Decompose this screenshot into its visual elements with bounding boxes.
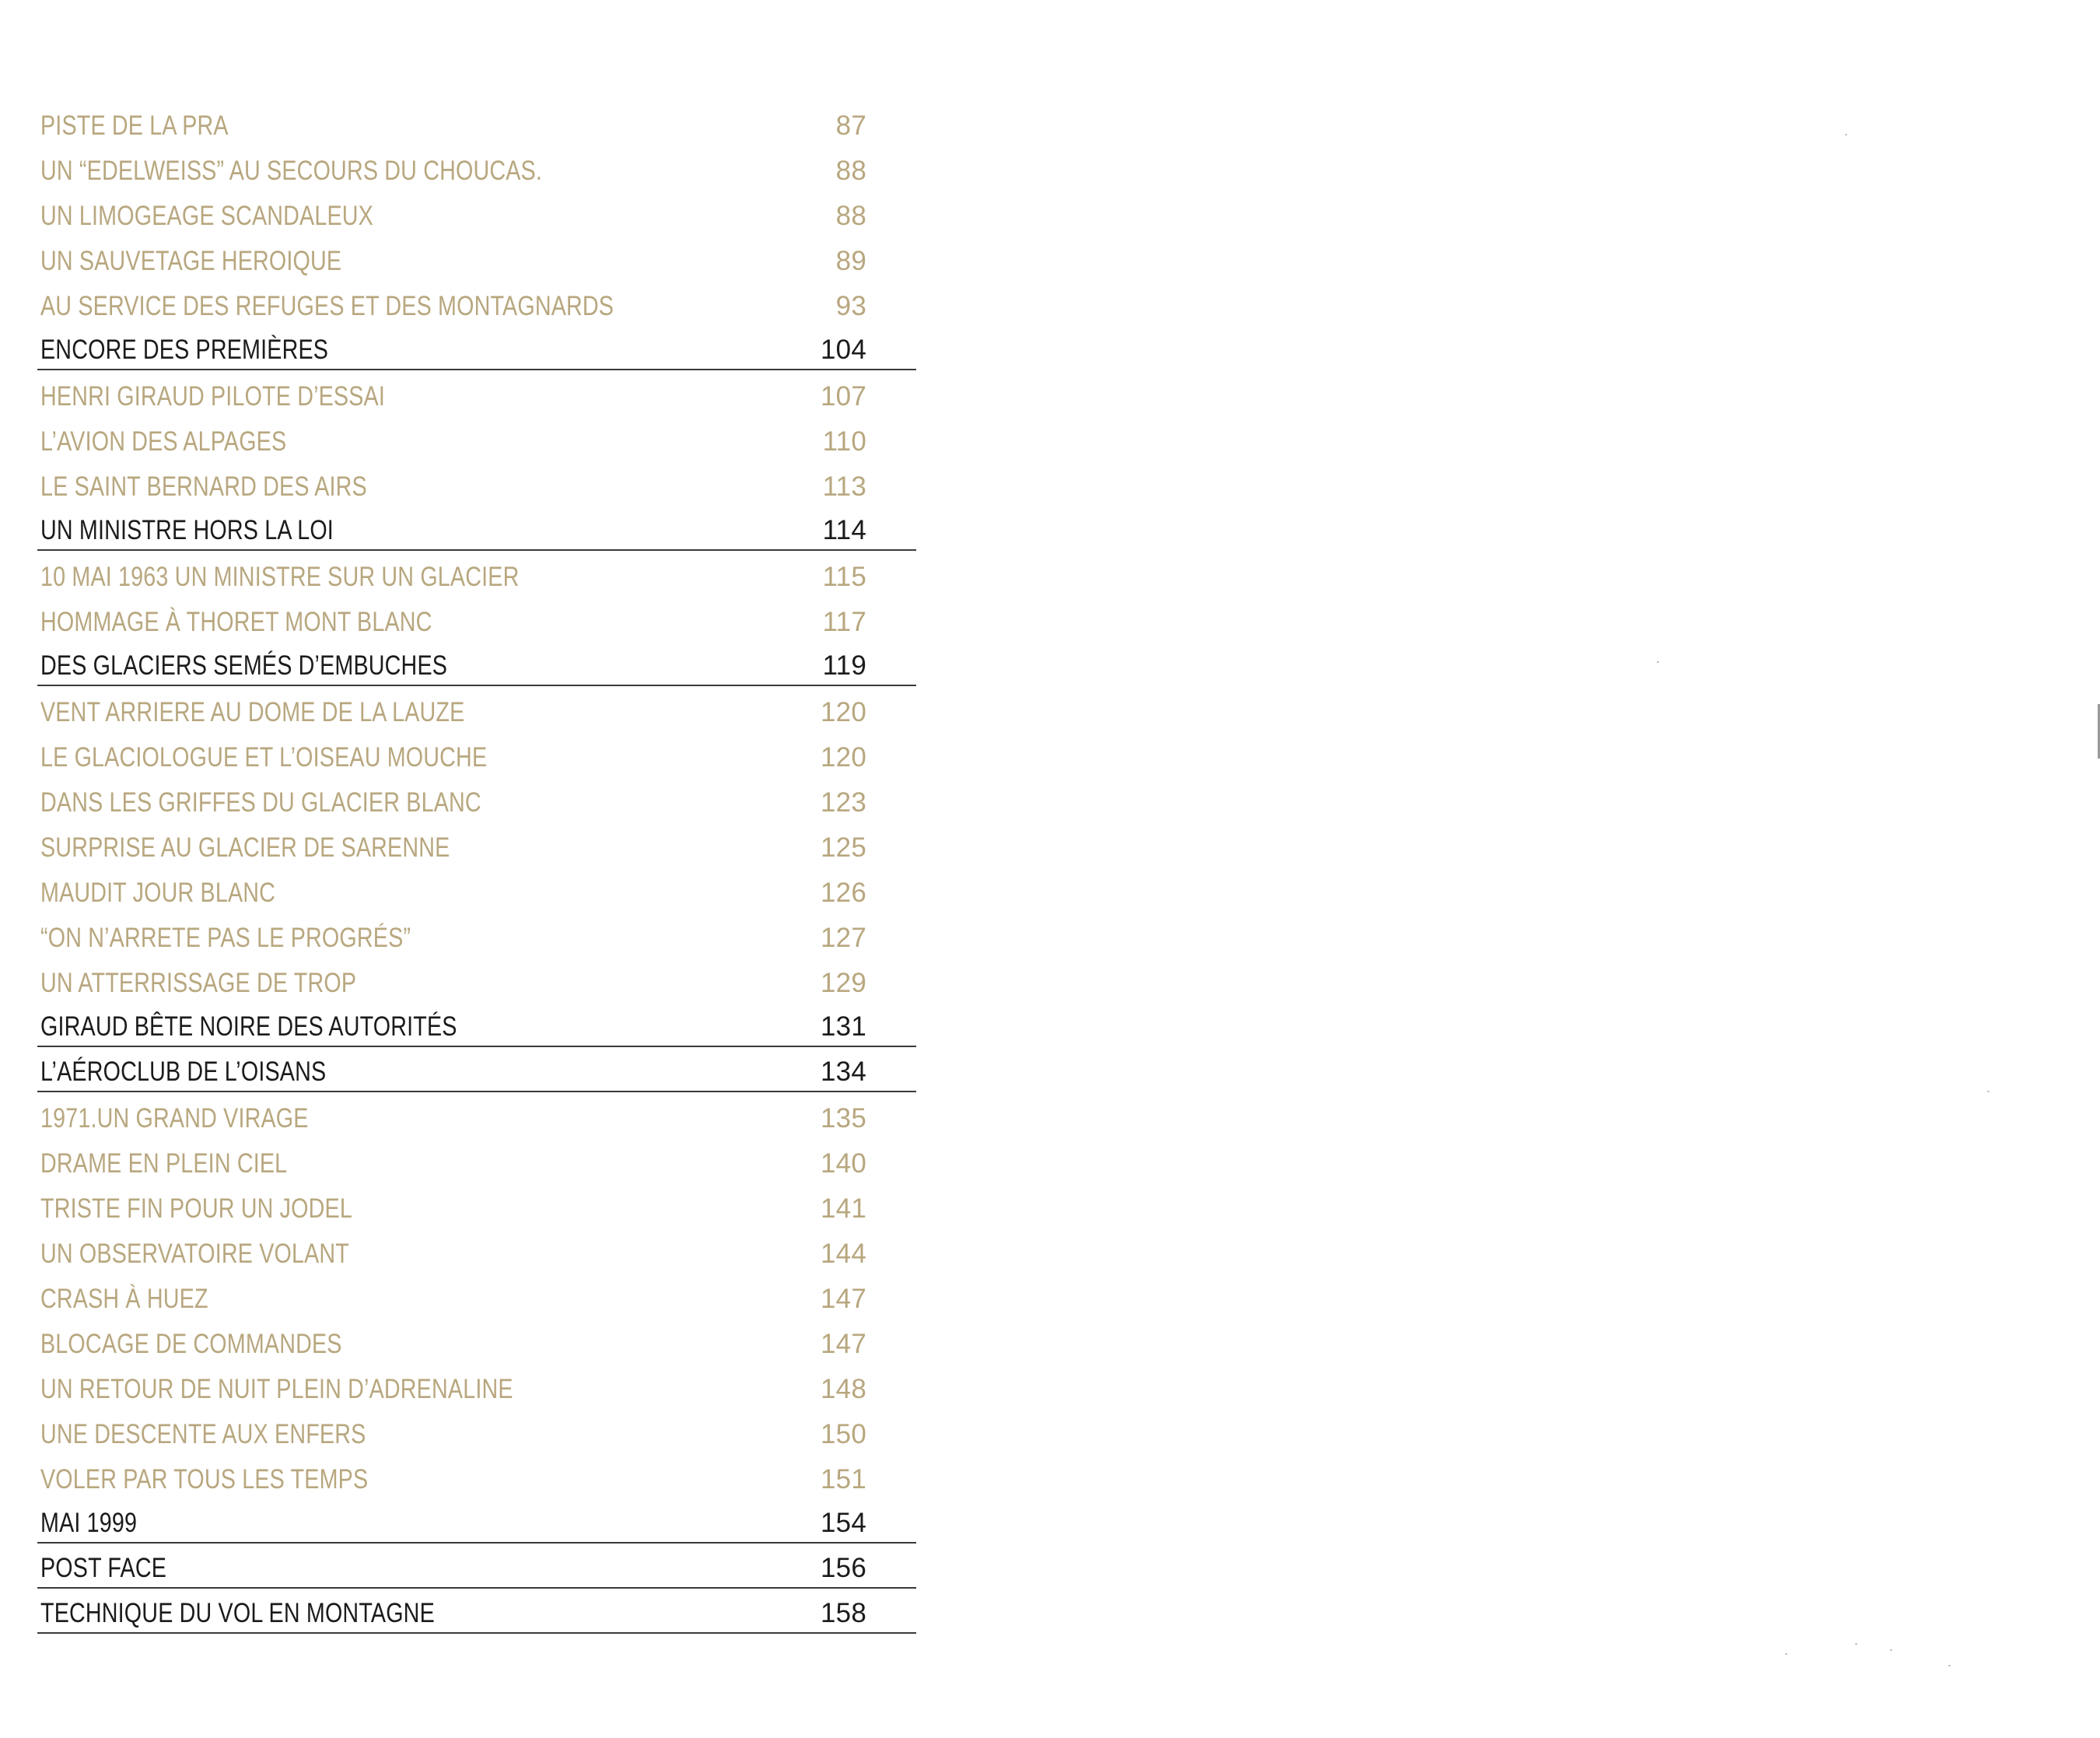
- toc-subsection-row: [37, 100, 916, 145]
- toc-page-number: 110: [822, 426, 866, 457]
- toc-entry-title: AU SERVICE DES REFUGES ET DES MONTAGNARDS: [40, 291, 614, 321]
- toc-page-number: 135: [821, 1103, 866, 1134]
- toc-entry-title: HOMMAGE À THORET MONT BLANC: [40, 607, 432, 637]
- toc-subsection-row: [37, 1092, 916, 1137]
- toc-page-number: 107: [821, 381, 866, 412]
- table-of-contents: [37, 100, 916, 1634]
- toc-entry-title: PISTE DE LA PRA: [40, 110, 229, 141]
- toc-page-number: 119: [822, 650, 866, 681]
- toc-section-row: [37, 325, 916, 370]
- toc-page-number: 89: [835, 246, 866, 276]
- toc-entry-title: ENCORE DES PREMIÈRES: [40, 335, 329, 365]
- toc-entry-title: 1971.UN GRAND VIRAGE: [40, 1103, 309, 1134]
- toc-subsection-row: [37, 461, 916, 506]
- toc-entry-title: VENT ARRIERE AU DOME DE LA LAUZE: [40, 697, 465, 727]
- toc-entry-title: GIRAUD BÊTE NOIRE DES AUTORITÉS: [40, 1011, 457, 1042]
- toc-subsection-row: [37, 1228, 916, 1273]
- toc-page-number: 87: [835, 110, 866, 141]
- toc-page-number: 120: [821, 697, 866, 727]
- toc-entry-title: TRISTE FIN POUR UN JODEL: [40, 1193, 352, 1224]
- toc-page-number: 120: [821, 742, 866, 773]
- toc-page-number: 123: [821, 787, 866, 818]
- toc-page-number: 150: [821, 1419, 866, 1449]
- toc-page-number: 156: [821, 1553, 866, 1583]
- toc-subsection-row: [37, 776, 916, 822]
- toc-entry-title: HENRI GIRAUD PILOTE D’ESSAI: [40, 381, 385, 412]
- toc-subsection-row: [37, 1137, 916, 1183]
- toc-subsection-row: [37, 235, 916, 280]
- toc-entry-title: TECHNIQUE DU VOL EN MONTAGNE: [40, 1598, 435, 1628]
- toc-subsection-row: [37, 1183, 916, 1228]
- toc-subsection-row: [37, 912, 916, 957]
- toc-entry-title: DES GLACIERS SEMÉS D’EMBUCHES: [40, 650, 448, 681]
- toc-section-row: [37, 506, 916, 551]
- scan-speck: [1657, 661, 1659, 663]
- scan-speck: [1987, 1091, 1990, 1092]
- toc-page-number: 117: [822, 607, 866, 637]
- toc-section-row: [37, 1047, 916, 1092]
- toc-subsection-row: [37, 731, 916, 776]
- toc-entry-title: L’AÉROCLUB DE L’OISANS: [40, 1056, 327, 1087]
- toc-section-row: [37, 641, 916, 686]
- toc-page-number: 104: [821, 335, 866, 365]
- toc-page-number: 88: [835, 156, 866, 186]
- toc-entry-title: UN “EDELWEISS” AU SECOURS DU CHOUCAS.: [40, 156, 542, 186]
- toc-page-number: 113: [822, 471, 866, 502]
- toc-subsection-row: [37, 1453, 916, 1498]
- toc-section-row: [37, 1544, 916, 1589]
- toc-page-number: 151: [821, 1464, 866, 1494]
- toc-entry-title: POST FACE: [40, 1553, 167, 1583]
- toc-subsection-row: [37, 370, 916, 415]
- toc-entry-title: MAUDIT JOUR BLANC: [40, 878, 276, 908]
- toc-page-number: 144: [821, 1239, 866, 1269]
- scan-speck: [1948, 1665, 1951, 1666]
- toc-entry-title: 10 MAI 1963 UN MINISTRE SUR UN GLACIER: [40, 562, 520, 592]
- toc-entry-title: DANS LES GRIFFES DU GLACIER BLANC: [40, 787, 481, 818]
- toc-subsection-row: [37, 867, 916, 912]
- toc-subsection-row: [37, 1408, 916, 1453]
- toc-entry-title: “ON N’ARRETE PAS LE PROGRÉS”: [40, 923, 411, 953]
- toc-page-number: 125: [821, 832, 866, 863]
- toc-entry-title: UN LIMOGEAGE SCANDALEUX: [40, 201, 374, 231]
- toc-subsection-row: [37, 686, 916, 731]
- toc-subsection-row: [37, 190, 916, 235]
- toc-entry-title: UN OBSERVATOIRE VOLANT: [40, 1239, 350, 1269]
- toc-subsection-row: [37, 1318, 916, 1363]
- toc-entry-title: LE GLACIOLOGUE ET L’OISEAU MOUCHE: [40, 742, 488, 773]
- toc-subsection-row: [37, 1273, 916, 1318]
- toc-section-row: [37, 1002, 916, 1047]
- scan-speck: [1845, 134, 1847, 135]
- toc-page-number: 129: [821, 968, 866, 998]
- toc-subsection-row: [37, 145, 916, 190]
- toc-page-number: 158: [821, 1598, 866, 1628]
- toc-subsection-row: [37, 280, 916, 325]
- toc-page-number: 154: [821, 1508, 866, 1538]
- toc-page-number: 148: [821, 1374, 866, 1404]
- toc-page-number: 141: [821, 1193, 866, 1224]
- toc-entry-title: UN SAUVETAGE HEROIQUE: [40, 246, 342, 276]
- toc-page-number: 114: [822, 515, 866, 545]
- scan-speck: [1855, 1643, 1857, 1645]
- toc-section-row: [37, 1589, 916, 1634]
- toc-entry-title: SURPRISE AU GLACIER DE SARENNE: [40, 832, 450, 863]
- toc-entry-title: CRASH À HUEZ: [40, 1284, 208, 1314]
- scan-speck: [1785, 1653, 1787, 1655]
- toc-page-number: 88: [835, 201, 866, 231]
- toc-entry-title: UN MINISTRE HORS LA LOI: [40, 515, 334, 545]
- toc-subsection-row: [37, 415, 916, 461]
- toc-subsection-row: [37, 596, 916, 641]
- toc-subsection-row: [37, 551, 916, 596]
- toc-subsection-row: [37, 957, 916, 1002]
- toc-subsection-row: [37, 1363, 916, 1408]
- toc-page-number: 93: [835, 291, 866, 321]
- toc-entry-title: LE SAINT BERNARD DES AIRS: [40, 471, 367, 502]
- toc-page-number: 115: [822, 562, 866, 592]
- toc-entry-title: MAI 1999: [40, 1508, 138, 1538]
- toc-entry-title: VOLER PAR TOUS LES TEMPS: [40, 1464, 369, 1494]
- toc-entry-title: UN RETOUR DE NUIT PLEIN D’ADRENALINE: [40, 1374, 513, 1404]
- toc-page-number: 131: [821, 1011, 866, 1042]
- toc-page-number: 140: [821, 1148, 866, 1179]
- toc-entry-title: BLOCAGE DE COMMANDES: [40, 1329, 342, 1359]
- scan-speck: [1890, 1649, 1892, 1651]
- toc-entry-title: DRAME EN PLEIN CIEL: [40, 1148, 288, 1179]
- toc-entry-title: UN ATTERRISSAGE DE TROP: [40, 968, 357, 998]
- toc-page-number: 147: [821, 1329, 866, 1359]
- toc-entry-title: UNE DESCENTE AUX ENFERS: [40, 1419, 366, 1449]
- toc-subsection-row: [37, 822, 916, 867]
- toc-page-number: 147: [821, 1284, 866, 1314]
- toc-page-number: 126: [821, 878, 866, 908]
- toc-section-row: [37, 1498, 916, 1544]
- toc-entry-title: L’AVION DES ALPAGES: [40, 426, 287, 457]
- toc-page-number: 134: [821, 1056, 866, 1087]
- toc-page-number: 127: [821, 923, 866, 953]
